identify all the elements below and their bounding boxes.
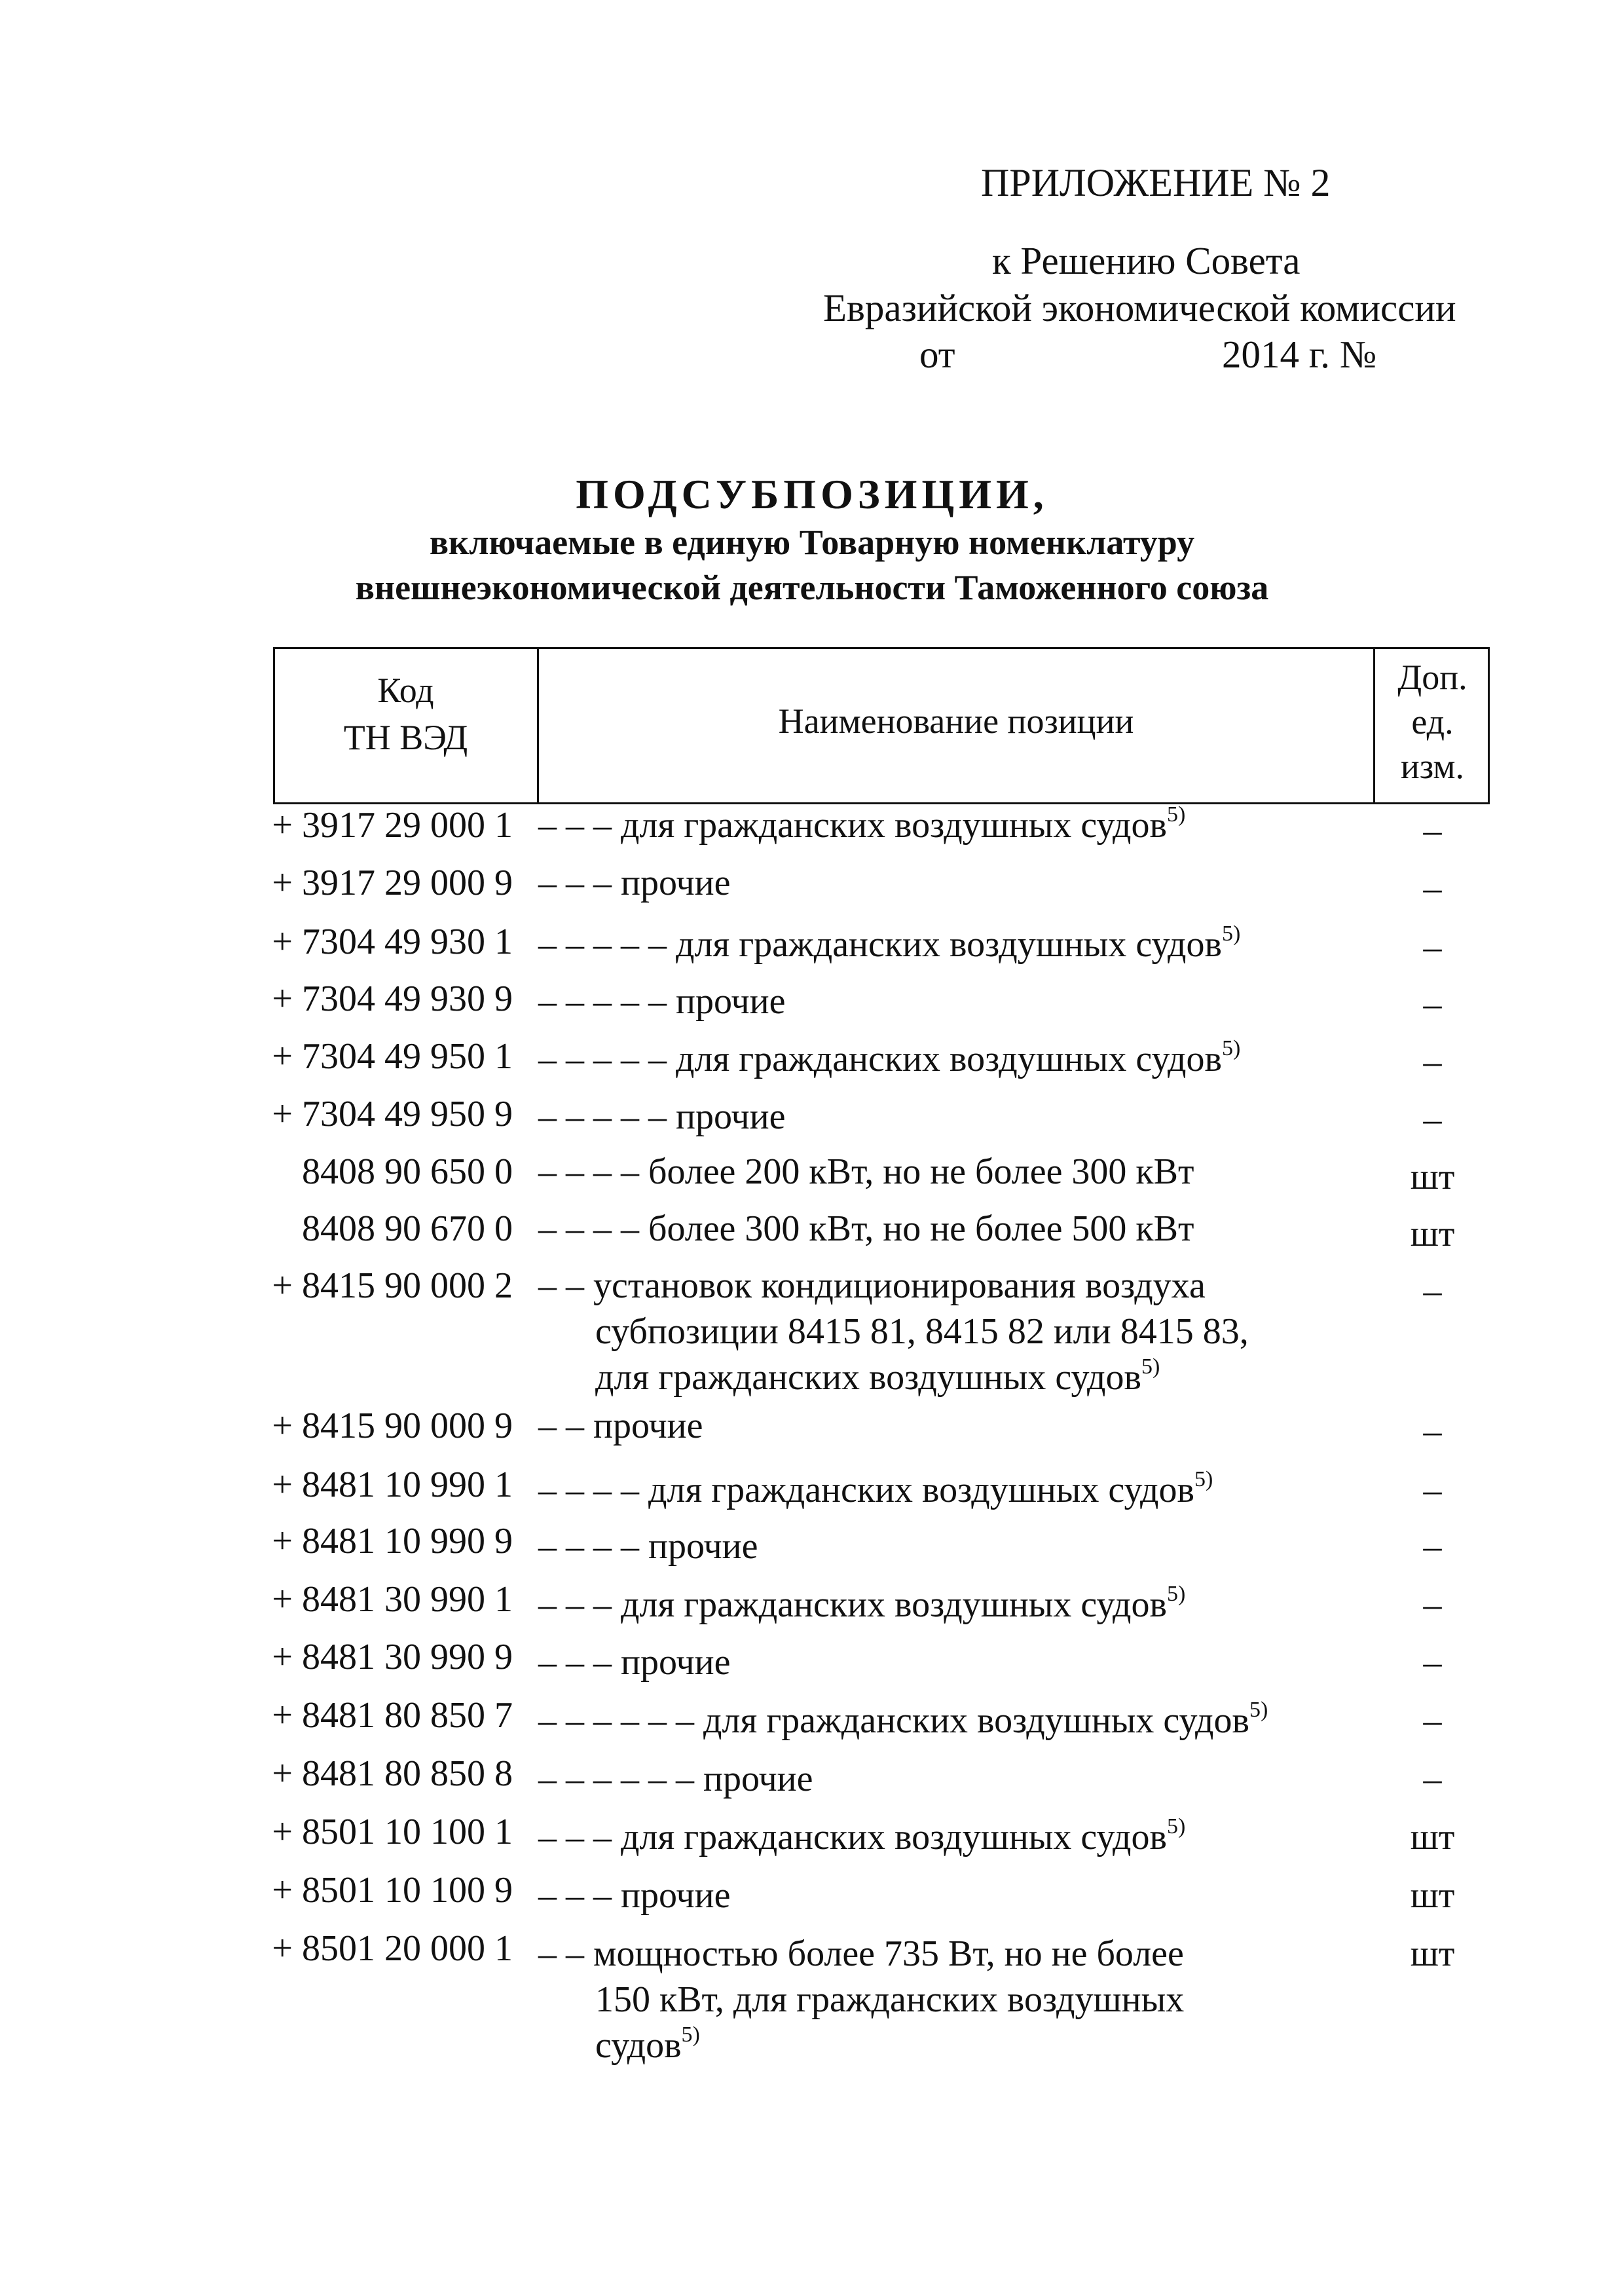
- column-header-code-line1: Код: [377, 671, 434, 710]
- position-name-line3: [538, 2023, 1344, 2068]
- position-name-line1: – – – – для гражданских воздушных судов: [538, 1470, 1194, 1510]
- position-name: [538, 1756, 1344, 1802]
- tnved-code: + 3917 29 000 9: [272, 863, 513, 903]
- position-name: [538, 1094, 1344, 1140]
- appendix-label: ПРИЛОЖЕНИЕ № 2: [981, 161, 1331, 204]
- position-name: [538, 922, 1344, 967]
- tnved-code: + 8415 90 000 9: [272, 1406, 513, 1446]
- tnved-code: + 8481 30 990 9: [272, 1637, 513, 1677]
- position-name-line1: – – – – более 200 кВт, но не более 300 кВт: [538, 1151, 1194, 1192]
- decision-year-number: 2014 г. №: [1222, 333, 1377, 376]
- additional-unit: –: [1423, 810, 1442, 851]
- position-name-line1: – – – для гражданских воздушных судов: [538, 1584, 1167, 1625]
- decision-reference-line1: к Решению Совета: [992, 239, 1301, 282]
- column-header-unit-line1: Доп.: [1397, 658, 1467, 697]
- position-name-line1: – – – – – прочие: [538, 981, 786, 1022]
- additional-unit: шт: [1410, 1933, 1455, 1974]
- position-name-line2: 150 кВт, для гражданских воздушных: [595, 1979, 1185, 2020]
- position-name-line3: [538, 1354, 1344, 1400]
- footnote-mark: 5): [1194, 1467, 1213, 1492]
- decision-date-line: [919, 332, 1377, 377]
- tnved-code: + 3917 29 000 1: [272, 805, 513, 846]
- position-name: [538, 1467, 1344, 1513]
- position-name-line1: – – – – – для гражданских воздушных судов: [538, 1039, 1222, 1079]
- tnved-code: + 7304 49 950 1: [272, 1036, 513, 1077]
- document-title: ПОДСУБПОЗИЦИИ,: [576, 471, 1048, 517]
- tnved-code: + 8481 80 850 7: [272, 1695, 513, 1736]
- column-header-unit-line2: ед.: [1411, 702, 1454, 741]
- position-name: [538, 1639, 1344, 1685]
- footnote-mark: 5): [1166, 1814, 1186, 1839]
- position-name-line1: – – – для гражданских воздушных судов: [538, 1817, 1167, 1857]
- position-name-line3-text: для гражданских воздушных судов: [595, 1357, 1141, 1398]
- footnote-mark: 5): [681, 2023, 700, 2047]
- position-name: [538, 802, 1344, 848]
- tnved-code: + 8481 10 990 9: [272, 1521, 513, 1561]
- additional-unit: –: [1423, 1041, 1442, 1082]
- column-header-code: [273, 667, 538, 761]
- footnote-mark: 5): [1221, 922, 1241, 946]
- tnved-code: 8408 90 650 0: [302, 1151, 513, 1192]
- position-name: [538, 860, 1344, 906]
- position-name-line1: – – – прочие: [538, 1875, 731, 1916]
- position-name: [538, 1149, 1344, 1195]
- document-subtitle-line2: внешнеэкономической деятельности Таможенного союза: [355, 568, 1269, 607]
- position-name-line1: – – – прочие: [538, 863, 731, 903]
- tnved-code: 8408 90 670 0: [302, 1208, 513, 1249]
- tnved-code: + 8481 30 990 1: [272, 1579, 513, 1620]
- position-name: [538, 1582, 1344, 1628]
- footnote-mark: 5): [1166, 1582, 1186, 1607]
- position-name-line1: – – установок кондиционирования воздуха: [538, 1265, 1206, 1306]
- additional-unit: –: [1423, 927, 1442, 967]
- additional-unit: –: [1423, 1411, 1442, 1451]
- position-name-line1: – – – для гражданских воздушных судов: [538, 805, 1167, 846]
- position-name-line1: – – прочие: [538, 1406, 703, 1446]
- tnved-code: + 7304 49 930 1: [272, 922, 513, 962]
- position-name: [538, 1698, 1344, 1744]
- position-name-line1: – – – – – – прочие: [538, 1759, 813, 1799]
- position-name: [538, 1873, 1344, 1918]
- position-name: [538, 1931, 1344, 2068]
- position-name-line1: – – – – более 300 кВт, но не более 500 кВт: [538, 1208, 1194, 1249]
- column-header-name: Наименование позиции: [778, 701, 1134, 741]
- additional-unit: –: [1423, 1470, 1442, 1510]
- additional-unit: –: [1423, 868, 1442, 908]
- tnved-code: + 8415 90 000 2: [272, 1265, 513, 1306]
- column-header-unit: [1375, 655, 1490, 789]
- tnved-code: + 8481 10 990 1: [272, 1465, 513, 1505]
- position-name-line2: субпозиции 8415 81, 8415 82 или 8415 83,: [595, 1311, 1249, 1352]
- column-header-code-line2: ТН ВЭД: [343, 718, 468, 757]
- position-name: [538, 1523, 1344, 1569]
- additional-unit: –: [1423, 1271, 1442, 1311]
- position-name: [538, 1263, 1344, 1400]
- position-name-line1: – – мощностью более 735 Вт, но не более: [538, 1933, 1184, 1974]
- position-name: [538, 1814, 1344, 1860]
- additional-unit: –: [1423, 1759, 1442, 1799]
- position-name-line1: – – – – – – для гражданских воздушных судов: [538, 1700, 1249, 1741]
- additional-unit: –: [1423, 1642, 1442, 1683]
- footnote-mark: 5): [1141, 1354, 1160, 1379]
- decision-reference-line2: Евразийской экономической комиссии: [823, 286, 1456, 329]
- column-header-unit-line3: изм.: [1400, 747, 1465, 786]
- additional-unit: –: [1423, 1099, 1442, 1140]
- additional-unit: –: [1423, 1584, 1442, 1625]
- footnote-mark: 5): [1221, 1036, 1241, 1061]
- additional-unit: шт: [1410, 1875, 1455, 1916]
- tnved-code: + 8501 20 000 1: [272, 1928, 513, 1969]
- tnved-code: + 7304 49 950 9: [272, 1094, 513, 1134]
- position-name: [538, 1206, 1344, 1252]
- table-header: [273, 647, 1490, 804]
- date-from-label: от: [919, 333, 955, 376]
- additional-unit: шт: [1410, 1157, 1455, 1197]
- tnved-code: + 7304 49 930 9: [272, 979, 513, 1019]
- additional-unit: шт: [1410, 1817, 1455, 1857]
- position-name: [538, 1403, 1344, 1449]
- document-subtitle-line1: включаемые в единую Товарную номенклатуру: [429, 523, 1195, 562]
- position-name-line1: – – – – – для гражданских воздушных судов: [538, 924, 1222, 965]
- tnved-code: + 8501 10 100 9: [272, 1870, 513, 1911]
- position-name-line1: – – – прочие: [538, 1642, 731, 1683]
- footnote-mark: 5): [1166, 802, 1186, 827]
- position-name-line1: – – – – прочие: [538, 1526, 758, 1567]
- position-name-line1: – – – – – прочие: [538, 1096, 786, 1137]
- additional-unit: –: [1423, 1526, 1442, 1567]
- additional-unit: –: [1423, 984, 1442, 1024]
- footnote-mark: 5): [1249, 1698, 1268, 1723]
- position-name: [538, 1036, 1344, 1082]
- position-name-line3-text: судов: [595, 2025, 682, 2066]
- additional-unit: шт: [1410, 1214, 1455, 1254]
- additional-unit: –: [1423, 1700, 1442, 1741]
- tnved-code: + 8501 10 100 1: [272, 1812, 513, 1852]
- tnved-code: + 8481 80 850 8: [272, 1753, 513, 1794]
- position-name: [538, 979, 1344, 1024]
